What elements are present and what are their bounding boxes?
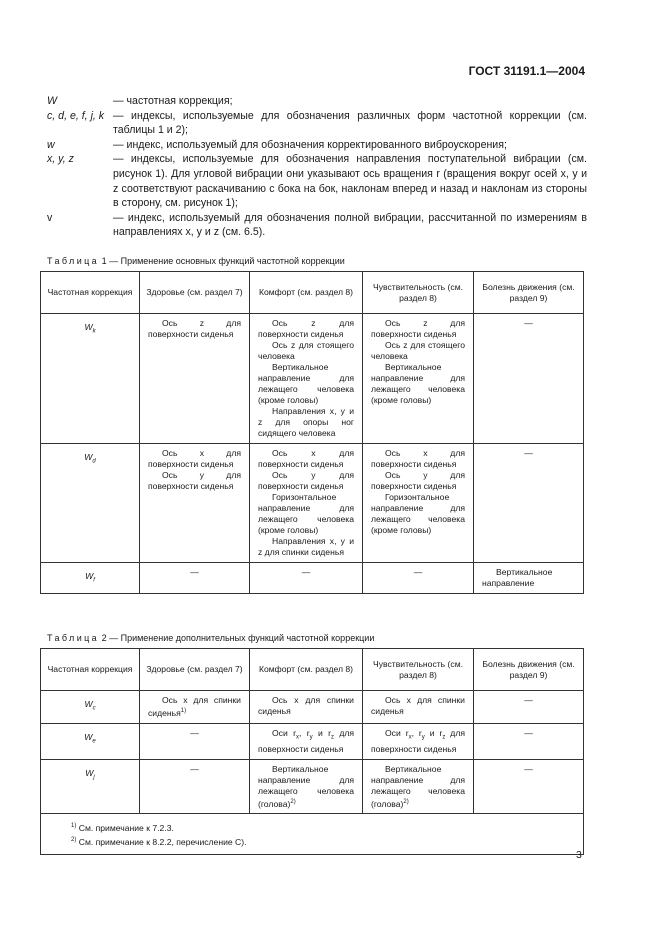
table-footnotes-row: [41, 814, 584, 855]
legend-symbol: v: [47, 211, 53, 224]
header-comfort: Комфорт (см. раздел 8): [250, 649, 363, 691]
header-perception: Чувствительность (см. раздел 8): [363, 272, 474, 314]
legend-symbol: x, y, z: [47, 153, 74, 166]
table2-caption: [47, 633, 374, 643]
document-standard-header: ГОСТ 31191.1—2004: [468, 64, 585, 78]
weighting-symbol: $W_k$: [41, 314, 140, 444]
health-cell: —: [140, 563, 250, 594]
table1-caption-text: 1 — Применение основных функций частотной коррекции: [99, 256, 345, 266]
header-weighting: Частотная коррекция: [41, 272, 140, 314]
weighting-symbol: $W_j$: [41, 759, 140, 814]
comfort-cell: Ось x для спинки сиденья: [250, 691, 363, 724]
header-health: Здоровье (см. раздел 7): [140, 649, 250, 691]
table-row: [41, 444, 584, 563]
table2-caption-text: 2 — Применение дополнительных функций частотной коррекции: [99, 633, 375, 643]
legend-row: [47, 109, 587, 138]
perception-cell: —: [363, 563, 474, 594]
legend-symbol: c, d, e, f, j, k: [47, 109, 105, 122]
table-header-row: [41, 272, 584, 314]
comfort-cell: Ось x для поверхности сиденья Ось y для поверхности сиденья Горизонтальное направление для лежащего человека (кроме головы) Направления x, y и z для спинки сиденья: [250, 444, 363, 563]
legend-text: — индекс, используемый для обозначения корректированного виброускорения;: [113, 138, 507, 151]
table-row: [41, 563, 584, 594]
health-cell: —: [140, 759, 250, 814]
table-header-row: [41, 649, 584, 691]
perception-cell: Ось z для поверхности сиденья Ось z для стоящего человека Вертикальное направление для лежащего человека (кроме головы): [363, 314, 474, 444]
header-perception: Чувствительность (см. раздел 8): [363, 649, 474, 691]
table1-caption: [47, 256, 345, 266]
legend-text: — индексы, используемые для обозначения различных форм частотной коррекции (см. таблицы 1 и 2);: [113, 109, 587, 137]
motion-sickness-cell: Вертикальное направление: [474, 563, 584, 594]
comfort-cell: Вертикальное направление для лежащего человека (голова)$^{2)}$: [250, 759, 363, 814]
perception-cell: Ось x для поверхности сиденья Ось y для поверхности сиденья Горизонтальное направление для лежащего человека (кроме головы): [363, 444, 474, 563]
header-health: Здоровье (см. раздел 7): [140, 272, 250, 314]
comfort-cell: Оси $r_x$, $r_y$ и $r_z$ для поверхности сиденья: [250, 723, 363, 759]
legend-symbol: W: [47, 95, 57, 107]
table-footnotes: [41, 814, 584, 855]
table1-caption-word: Таблица: [47, 256, 100, 266]
header-comfort: Комфорт (см. раздел 8): [250, 272, 363, 314]
perception-cell: Оси $r_x$, $r_y$ и $r_z$ для поверхности сиденья: [363, 723, 474, 759]
page-number: 3: [576, 849, 582, 861]
motion-sickness-cell: —: [474, 691, 584, 724]
legend-row: [47, 94, 587, 109]
weighting-symbol: $W_d$: [41, 444, 140, 563]
motion-sickness-cell: —: [474, 444, 584, 563]
symbol-legend: [47, 94, 587, 240]
weighting-symbol: $W_c$: [41, 691, 140, 724]
footnote: $^{2)}$ См. примечание к 8.2.2, перечисление С).: [71, 837, 247, 848]
table2-caption-word: Таблица: [47, 633, 100, 643]
table-row: [41, 691, 584, 724]
weighting-symbol: $W_e$: [41, 723, 140, 759]
legend-text: — частотная коррекция;: [113, 95, 233, 107]
legend-text: — индексы, используемые для обозначения направления поступательной вибрации (см. рисунок 1). Для угловой вибрации они указывают ось вращения r (вращения вокруг осей x, y и z соответствуют раскачиванию с бока на бок, наклонам вперед и назад и наклонам из стороны в сторону, см. рисунок 1);: [113, 153, 587, 210]
table-row: [41, 759, 584, 814]
table2-additional-weightings: [40, 648, 584, 855]
health-cell: —: [140, 723, 250, 759]
motion-sickness-cell: —: [474, 759, 584, 814]
weighting-symbol: $W_f$: [41, 563, 140, 594]
comfort-cell: —: [250, 563, 363, 594]
legend-row: [47, 211, 587, 240]
footnote: $^{1)}$ См. примечание к 7.2.3.: [71, 823, 174, 834]
header-weighting: Частотная коррекция: [41, 649, 140, 691]
table-row: [41, 723, 584, 759]
table1-main-weightings: [40, 271, 584, 594]
legend-row: [47, 138, 587, 153]
legend-row: [47, 152, 587, 210]
legend-symbol: w: [47, 138, 55, 151]
health-cell: Ось z для поверхности сиденья: [140, 314, 250, 444]
header-motion-sickness: Болезнь движения (см. раздел 9): [474, 649, 584, 691]
perception-cell: Ось x для спинки сиденья: [363, 691, 474, 724]
header-motion-sickness: Болезнь движения (см. раздел 9): [474, 272, 584, 314]
health-cell: Ось x для спинки сиденья$^{1)}$: [140, 691, 250, 724]
table-row: [41, 314, 584, 444]
comfort-cell: Ось z для поверхности сиденья Ось z для стоящего человека Вертикальное направление для лежащего человека (кроме головы) Направления x, y и z для опоры ног сидящего человека: [250, 314, 363, 444]
motion-sickness-cell: —: [474, 723, 584, 759]
motion-sickness-cell: —: [474, 314, 584, 444]
perception-cell: Вертикальное направление для лежащего человека (голова)$^{2)}$: [363, 759, 474, 814]
health-cell: Ось x для поверхности сиденья Ось y для поверхности сиденья: [140, 444, 250, 563]
legend-text: — индекс, используемый для обозначения полной вибрации, рассчитанной по измерениям в направлениях x, y и z (см. 6.5).: [113, 211, 587, 239]
